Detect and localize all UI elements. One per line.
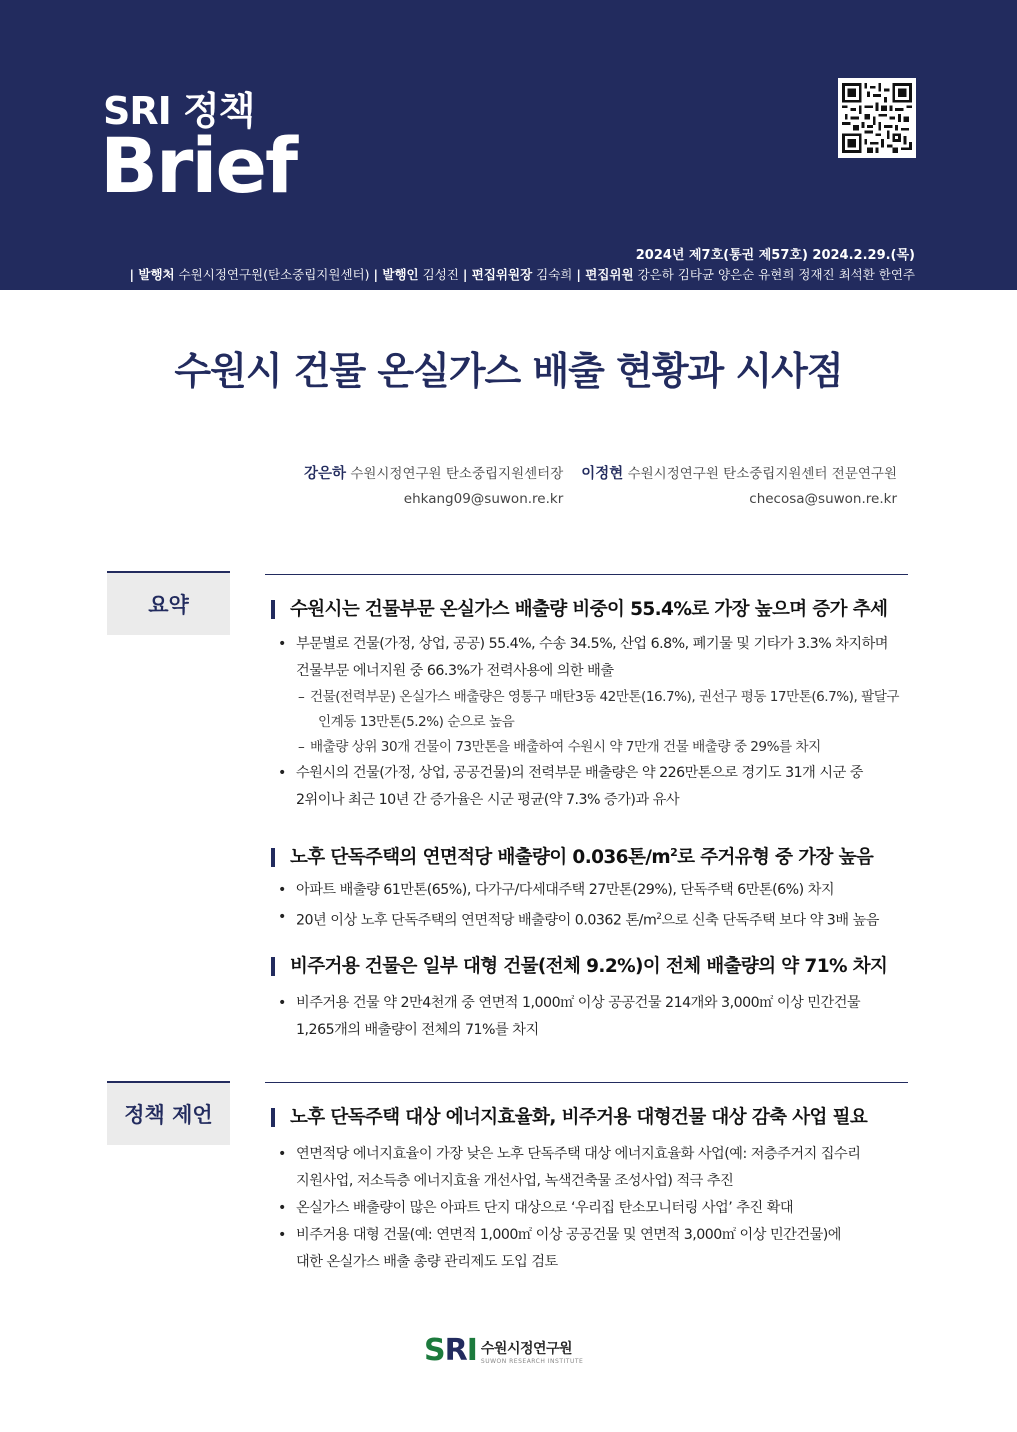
- issue-info: 2024년 제7호(통권 제57호) 2024.2.29.(목): [635, 248, 915, 263]
- section-divider: [265, 1082, 908, 1083]
- header-banner: [0, 0, 1017, 290]
- summary-block-1: [268, 595, 913, 814]
- policy-bullet: • 비주거용 대형 건물(예: 연면적 1,000㎡ 이상 공공건물 및 연면적 3,000㎡ 이상 민간건물)에 대한 온실가스 배출 총량 관리제도 도입 검토: [268, 1222, 913, 1276]
- policy-bullet: • 연면적당 에너지효율이 가장 낮은 노후 단독주택 대상 에너지효율화 사업(예: 저층주거지 집수리 지원사업, 저소득층 에너지효율 개선사업, 녹색건축물 조성사업) 적극 추진: [268, 1141, 913, 1195]
- author-email[interactable]: checosa@suwon.re.kr: [749, 491, 897, 507]
- summary-block-3: [268, 952, 913, 1044]
- publisher: 수원시정연구원(탄소중립지원센터): [178, 267, 370, 282]
- brand-brief: Brief: [100, 121, 297, 210]
- masthead: [129, 265, 915, 283]
- separator: |: [129, 267, 139, 282]
- institute-name-en: SUWON RESEARCH INSTITUTE: [480, 1357, 584, 1365]
- summary-bullet: • 아파트 배출량 61만톤(65%), 다가구/다세대주택 27만톤(29%), 단독주택 6만톤(6%) 차지: [268, 877, 913, 904]
- authors: [304, 462, 897, 512]
- chief-editor-label: 편집위원장: [471, 267, 533, 282]
- summary-heading: 수원시는 건물부문 온실가스 배출량 비중이 55.4%로 가장 높으며 증가 추세: [268, 595, 913, 621]
- policy-label: 정책 제언: [107, 1081, 230, 1145]
- separator: |: [373, 267, 383, 282]
- summary-dash-item: – 배출량 상위 30개 건물이 73만톤을 배출하여 수원시 약 7만개 건물 배출량 중 29%를 차지: [268, 735, 913, 760]
- institute-name: 수원시정연구원: [480, 1340, 573, 1357]
- editors-label: 편집위원: [585, 267, 634, 282]
- chief-editor: 김숙희: [536, 267, 573, 282]
- author-email[interactable]: ehkang09@suwon.re.kr: [403, 491, 564, 507]
- section-divider: [265, 574, 908, 575]
- summary-heading: 비주거용 건물은 일부 대형 건물(전체 9.2%)이 전체 배출량의 약 71% 차지: [268, 952, 913, 978]
- author-name: 강은하: [303, 466, 347, 482]
- policy-bullet: • 온실가스 배출량이 많은 아파트 단지 대상으로 ‘우리집 탄소모니터링 사업’ 추진 확대: [268, 1195, 913, 1222]
- author-name: 이정현: [581, 466, 624, 482]
- qr-code-icon[interactable]: [838, 78, 916, 158]
- logo-text: [481, 1338, 583, 1365]
- summary-heading: 노후 단독주택의 연면적당 배출량이 0.036톤$/m^2$로 주거유형 중 가장 높음: [268, 843, 913, 869]
- summary-block-2: [268, 843, 913, 935]
- editors: 강은하 김타균 양은순 유현희 정재진 최석환 한연주: [637, 267, 915, 282]
- separator: |: [576, 267, 586, 282]
- summary-bullet: • 20년 이상 노후 단독주택의 연면적당 배출량이 0.0362 톤$/m^2$으로 신축 단독주택 보다 약 3배 높음: [268, 904, 913, 935]
- summary-label: 요약: [107, 571, 230, 635]
- author-affiliation: 수원시정연구원 탄소중립지원센터장: [350, 466, 564, 482]
- author-affiliation: 수원시정연구원 탄소중립지원센터 전문연구원: [627, 466, 897, 482]
- issuer: 김성진: [422, 267, 459, 282]
- footer-logo: [424, 1333, 584, 1368]
- issuer-label: 발행인: [382, 267, 419, 282]
- author-2: [581, 462, 897, 512]
- summary-bullet: • 수원시의 건물(가정, 상업, 공공건물)의 전력부문 배출량은 약 226만톤으로 경기도 31개 시군 중 2위이나 최근 10년 간 증가율은 시군 평균(약 7.3% 증가)과 유사: [268, 760, 913, 814]
- summary-bullet: • 비주거용 건물 약 2만4천개 중 연면적 1,000㎡ 이상 공공건물 214개와 3,000㎡ 이상 민간건물 1,265개의 배출량이 전체의 71%를 차지: [268, 990, 913, 1044]
- policy-block: [268, 1103, 913, 1276]
- brand-sri-policy: SRI 정책: [103, 89, 255, 133]
- summary-dash-item: – 건물(전력부문) 온실가스 배출량은 영통구 매탄3동 42만톤(16.7%), 권선구 평동 17만톤(6.7%), 팔달구 인계동 13만톤(5.2%) 순으로 높음: [268, 685, 913, 735]
- page-title: 수원시 건물 온실가스 배출 현황과 시사점: [174, 349, 843, 393]
- sri-logo-mark: SRI: [424, 1333, 477, 1368]
- separator: |: [462, 267, 472, 282]
- publisher-label: 발행처: [138, 267, 175, 282]
- policy-heading: 노후 단독주택 대상 에너지효율화, 비주거용 대형건물 대상 감축 사업 필요: [268, 1103, 913, 1129]
- summary-bullet: • 부문별로 건물(가정, 상업, 공공) 55.4%, 수송 34.5%, 산업 6.8%, 폐기물 및 기타가 3.3% 차지하며 건물부문 에너지원 중 66.3%가 전력사용에 의한 배출: [268, 631, 913, 685]
- author-1: [304, 462, 563, 512]
